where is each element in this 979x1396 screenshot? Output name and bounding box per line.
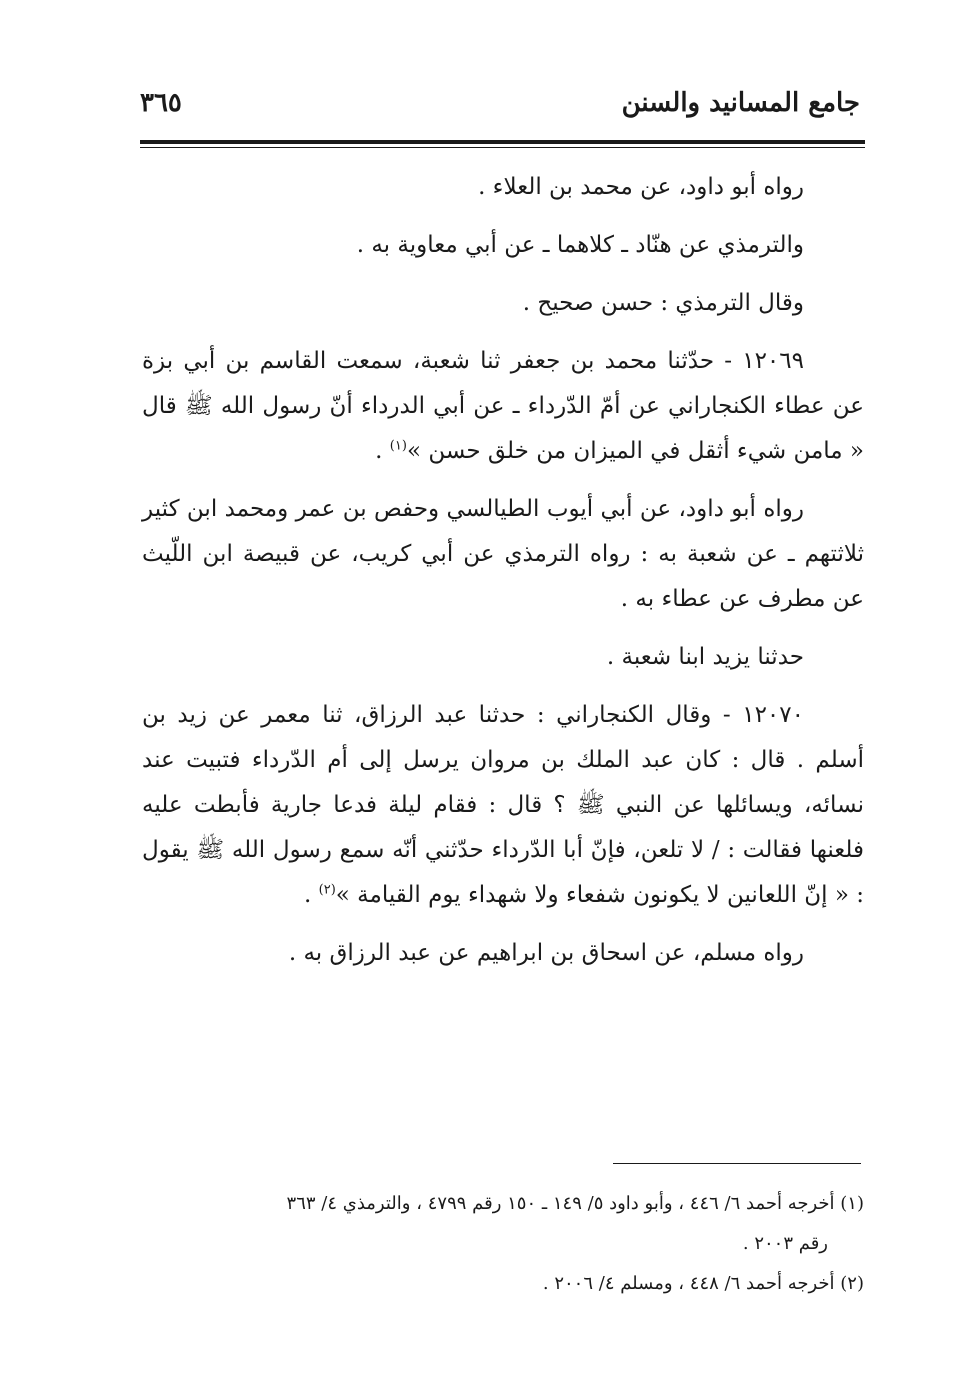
paragraph-end: . [375,438,390,464]
footnote-ref-2: (٢) [318,882,336,898]
header-rule-thin [140,147,865,148]
main-text [142,165,864,989]
hadith-12069 [142,339,864,474]
book-title: جامع المسانيد والسنن [621,88,860,118]
hadith-text: ١٢٠٦٩ - حدّثنا محمد بن جعفر ثنا شعبة، سمعت القاسم بن أبي بزة عن عطاء الكنجاراني عن أمّ الدّرداء ـ عن أبي الدرداء أنّ رسول الله ﷺ قال « مامن شيء أثقل في الميزان من خلق حسن » [142,348,864,464]
paragraph: والترمذي عن هنّاد ـ كلاهما ـ عن أبي معاوية به . [356,232,804,258]
footnote-2: (٢) أخرجه أحمد ٦/ ٤٤٨ ، ومسلم ٤/ ٢٠٠٦ . [542,1273,864,1294]
paragraph: رواه مسلم، عن اسحاق بن ابراهيم عن عبد الرزاق به . [288,940,804,966]
paragraph: رواه أبو داود، عن محمد بن العلاء . [478,174,804,200]
header-rule [140,140,865,144]
hadith-text: ١٢٠٧٠ - وقال الكنجاراني : حدثنا عبد الرزاق، ثنا معمر عن زيد بن أسلم . قال : كان عبد الملك بن مروان يرسل إلى أم الدّرداء فتبيت عند نسائه، ويسائلها عن النبي ﷺ ؟ قال : فقام ليلة فدعا جارية فأبطت عليه فلعنها فقالت : / لا تلعن، فإنّ أبا الدّرداء حدّثني أنّه سمع رسول الله ﷺ يقول : « إنّ اللعانين لا يكونون شفعاء ولا شهداء يوم القيامة » [142,702,864,908]
footnotes [142,1186,864,1306]
paragraph-end: . [304,882,319,908]
paragraph: حدثنا يزيد ابنا شعبة . [606,644,804,670]
footnote-1: (١) أخرجه أحمد ٦/ ٤٤٦ ، وأبو داود ٥/ ١٤٩ ـ ١٥٠ رقم ٤٧٩٩ ، والترمذي ٤/ ٣٦٣ [286,1193,864,1214]
paragraph: وقال الترمذي : حسن صحيح . [522,290,804,316]
page-header [140,78,860,138]
footnote-ref-1: (١) [389,438,407,454]
footnote-divider [613,1163,861,1164]
page-number: ٣٦٥ [140,88,182,118]
footnote-1-continued: رقم ٢٠٠٣ . [742,1233,828,1254]
paragraph: رواه أبو داود، عن أبي أيوب الطيالسي وحفص بن عمر ومحمد ابن كثير ثلاثتهم ـ عن شعبة به : رواه الترمذي عن أبي كريب، عن قبيصة ابن اللّيث عن مطرف عن عطاء به . [142,496,864,612]
hadith-12070 [142,693,864,918]
